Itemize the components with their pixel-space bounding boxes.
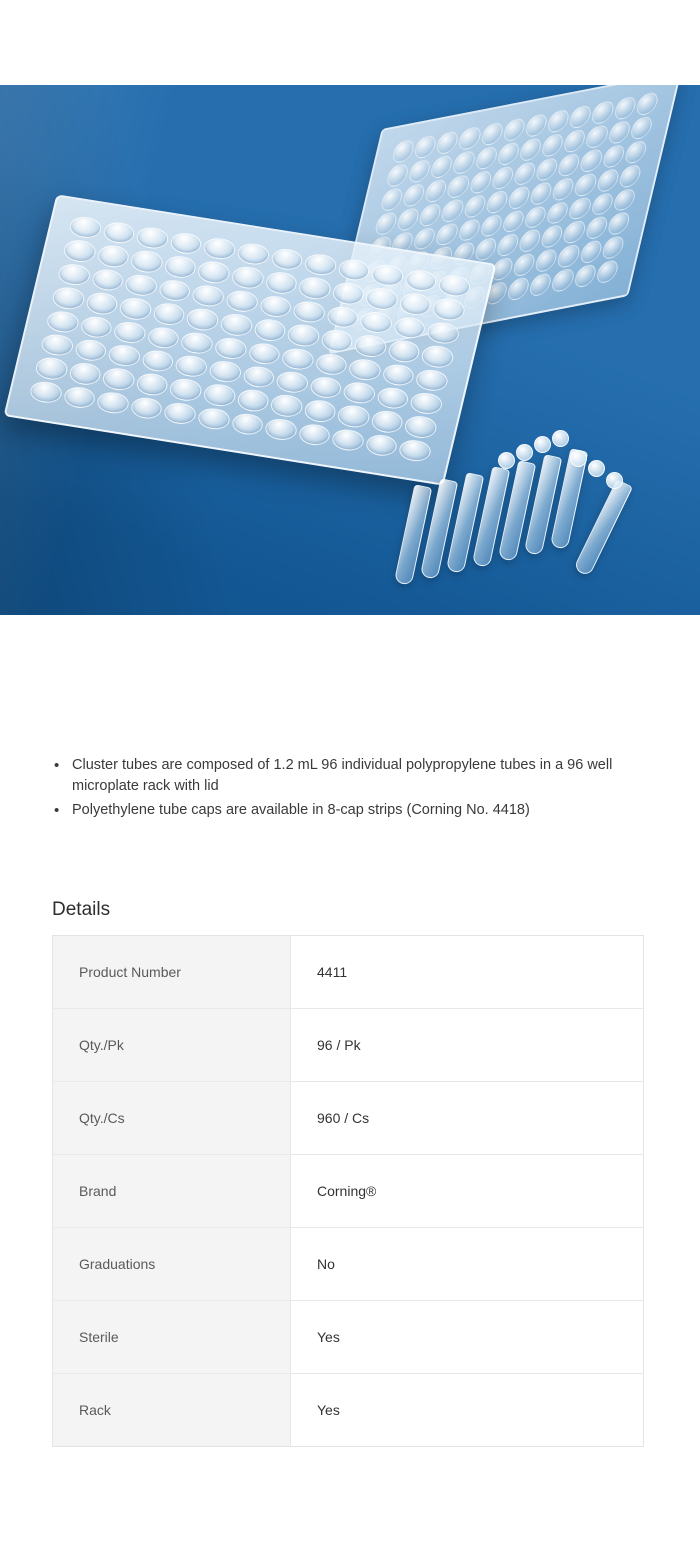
detail-label: Rack	[53, 1374, 291, 1447]
detail-label: Sterile	[53, 1301, 291, 1374]
detail-value: 96 / Pk	[291, 1009, 644, 1082]
rack-tube-grid	[28, 215, 472, 463]
detail-label: Qty./Pk	[53, 1009, 291, 1082]
table-row	[53, 1374, 644, 1447]
detail-value: 960 / Cs	[291, 1082, 644, 1155]
detail-value: Yes	[291, 1301, 644, 1374]
details-heading: Details	[52, 899, 111, 921]
detail-value: 4411	[291, 936, 644, 1009]
table-row	[53, 1301, 644, 1374]
detail-value: No	[291, 1228, 644, 1301]
detail-label: Brand	[53, 1155, 291, 1228]
details-table	[52, 935, 644, 1447]
detail-label: Product Number	[53, 936, 291, 1009]
feature-item: • Polyethylene tube caps are available in 8-cap strips (Corning No. 4418)	[52, 800, 644, 821]
detail-value: Corning®	[291, 1155, 644, 1228]
table-row	[53, 1009, 644, 1082]
feature-list	[0, 755, 700, 821]
table-row	[53, 1082, 644, 1155]
table-row	[53, 1155, 644, 1228]
loose-cluster-tubes	[398, 430, 678, 610]
table-row	[53, 936, 644, 1009]
feature-item: • Cluster tubes are composed of 1.2 mL 96 individual polypropylene tubes in a 96 well microplate rack with lid	[52, 755, 644, 798]
table-row	[53, 1228, 644, 1301]
detail-label: Graduations	[53, 1228, 291, 1301]
product-image	[0, 85, 700, 615]
detail-value: Yes	[291, 1374, 644, 1447]
detail-label: Qty./Cs	[53, 1082, 291, 1155]
